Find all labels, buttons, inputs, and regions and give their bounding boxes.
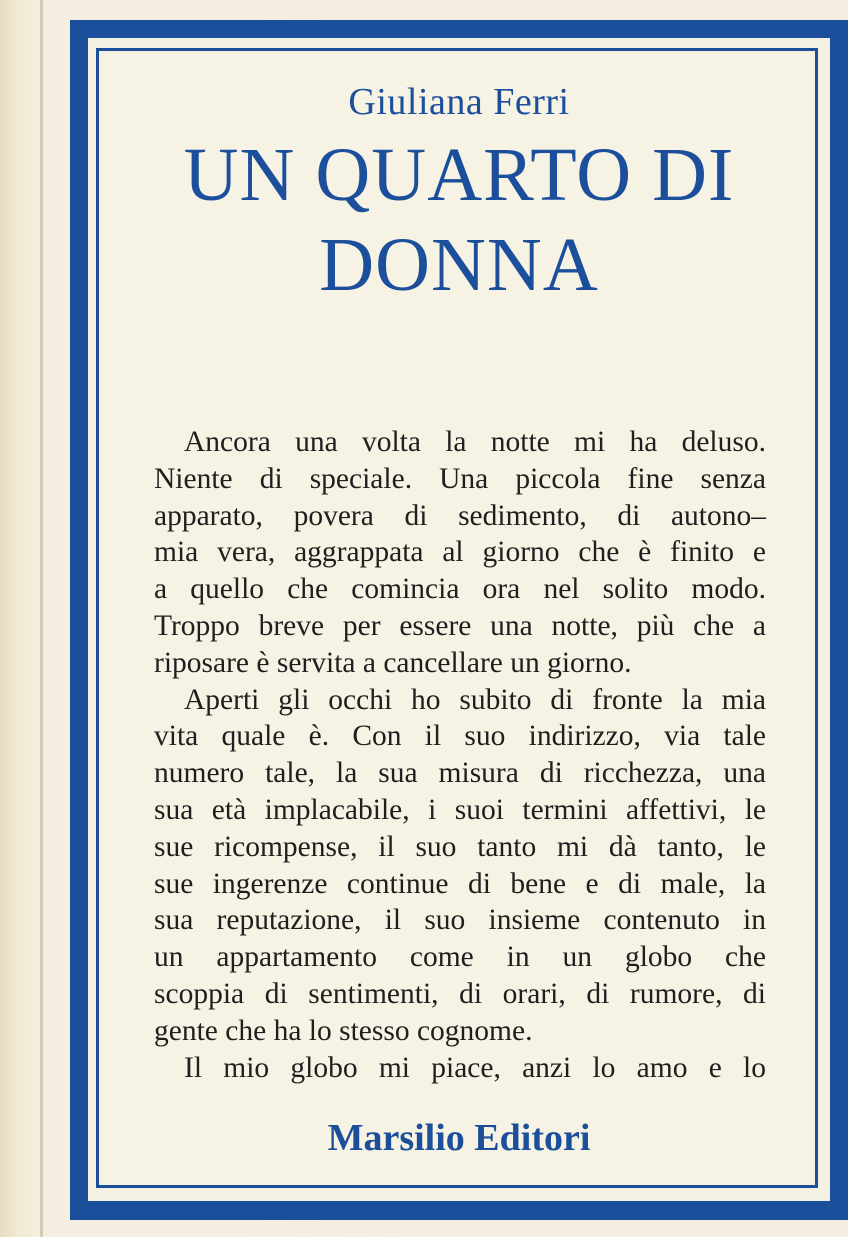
excerpt-line: un appartamento come in un globo che (154, 941, 766, 974)
spine-fold (40, 0, 43, 1237)
excerpt-text (154, 424, 766, 1086)
excerpt-line: riposare è servita a cancellare un giorno. (154, 646, 632, 679)
excerpt-line: Ancora una volta la notte mi ha deluso. (184, 426, 766, 458)
excerpt-line: mia vera, aggrappata al giorno che è finito e (154, 536, 766, 569)
book-title (100, 130, 818, 310)
excerpt-line: a quello che comincia ora nel solito modo. (154, 573, 766, 606)
excerpt-line: Niente di speciale. Una piccola fine senza (154, 462, 766, 495)
excerpt-line: sua età implacabile, i suoi termini affettivi, le (154, 793, 766, 826)
excerpt-line: vita quale è. Con il suo indirizzo, via tale (154, 720, 766, 753)
excerpt-line: sue ricompense, il suo tanto mi dà tanto, le (154, 830, 766, 863)
excerpt-line: scoppia di sentimenti, di orari, di rumore, di (154, 977, 766, 1010)
excerpt-line: Aperti gli occhi ho subito di fronte la mia (184, 683, 766, 716)
excerpt-line: gente che ha lo stesso cognome. (154, 1014, 533, 1047)
title-line-2: DONNA (319, 223, 599, 307)
excerpt-line: apparato, povera di sedimento, di autono– (154, 499, 766, 532)
excerpt-line: Troppo breve per essere una notte, più che a (154, 609, 766, 642)
title-line-1: UN QUARTO DI (183, 133, 735, 217)
excerpt-line: sua reputazione, il suo insieme contenuto in (154, 904, 766, 937)
author-name: Giuliana Ferri (348, 81, 570, 123)
excerpt-line: numero tale, la sua misura di ricchezza, una (154, 757, 766, 790)
excerpt-line: sue ingerenze continue di bene e di male, la (154, 867, 766, 900)
publisher-name: Marsilio Editori (327, 1117, 591, 1159)
excerpt-line: Il mio globo mi piace, anzi lo amo e lo (184, 1051, 766, 1084)
